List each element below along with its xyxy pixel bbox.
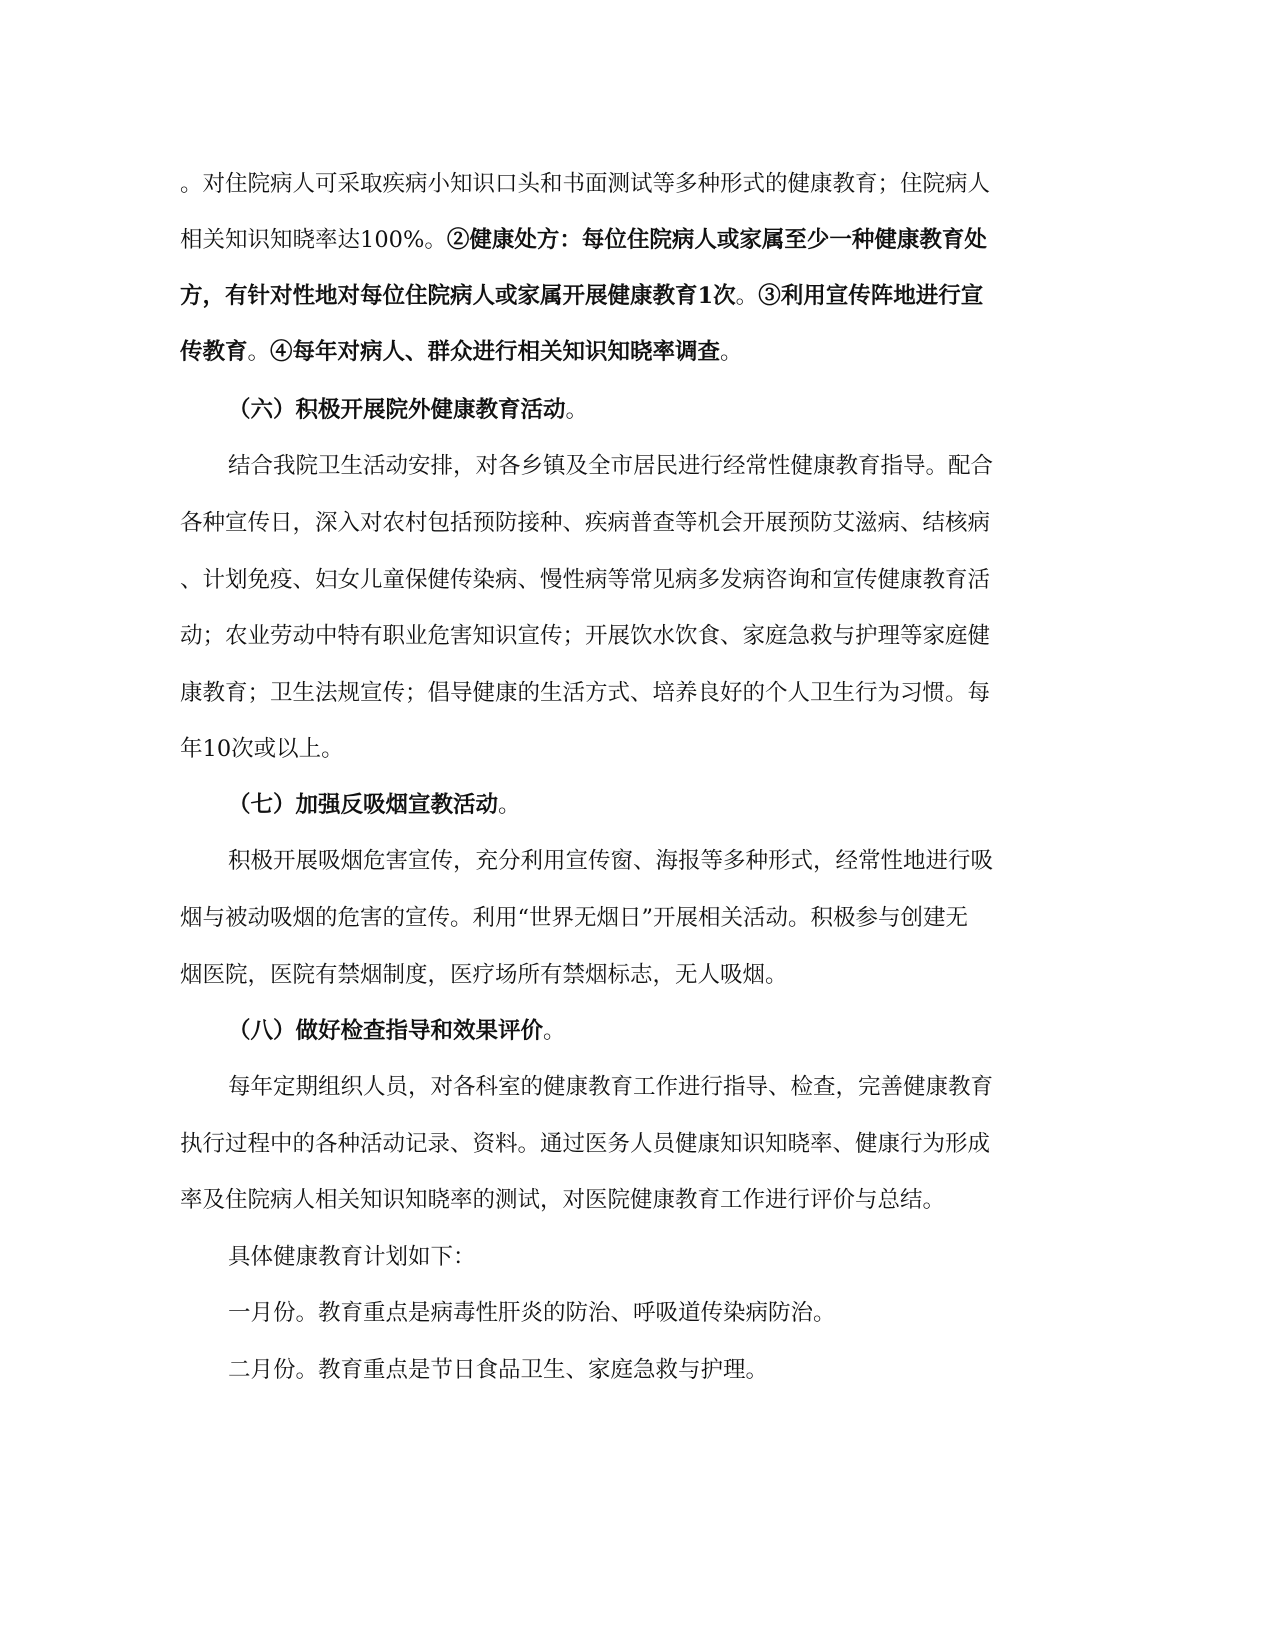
text-line (0, 276, 1275, 316)
heading-punct: 。 (543, 1018, 566, 1044)
heading-title: （六）积极开展院外健康教育活动 (228, 397, 566, 423)
paragraph-text: 执行过程中的各种活动记录、资料。通过医务人员健康知识知晓率、健康行为形成 (180, 1131, 991, 1157)
paragraph-text-plain: 。 (247, 339, 271, 365)
text-line (0, 332, 1275, 372)
text-line (0, 503, 1275, 543)
text-line (0, 1067, 1275, 1107)
section-heading-text (228, 1011, 566, 1051)
text-line (0, 729, 1275, 769)
paragraph-text-bold: ②健康处方：每位住院病人或家属至少一种健康教育处 (446, 227, 987, 253)
paragraph-text-bold: ③利用宣传阵地进行宣 (758, 283, 984, 309)
paragraph-text: 结合我院卫生活动安排，对各乡镇及全市居民进行经常性健康教育指导。配合 (228, 453, 994, 479)
text-line (0, 1350, 1275, 1390)
paragraph-text (180, 332, 743, 372)
heading-title: （八）做好检查指导和效果评价 (228, 1018, 544, 1044)
text-line (0, 1180, 1275, 1220)
paragraph-text: 、计划免疫、妇女儿童保健传染病、慢性病等常见病多发病咨询和宣传健康教育活 (180, 567, 991, 593)
paragraph-text-plain: 。 (735, 283, 759, 309)
text-line (0, 1124, 1275, 1164)
paragraph-text: 年10次或以上。 (180, 736, 344, 762)
paragraph-text: 动；农业劳动中特有职业危害知识宣传；开展饮水饮食、家庭急救与护理等家庭健 (180, 623, 991, 649)
section-heading-text (228, 390, 588, 430)
plan-item-february: 二月份。教育重点是节日食品卫生、家庭急救与护理。 (228, 1357, 769, 1383)
text-line (0, 616, 1275, 656)
text-line (0, 560, 1275, 600)
paragraph-text: 烟与被动吸烟的危害的宣传。利用“世界无烟日”开展相关活动。积极参与创建无 (180, 905, 969, 931)
text-line (0, 898, 1275, 938)
section-heading (0, 785, 1275, 825)
text-line (0, 220, 1275, 260)
paragraph-text: 烟医院，医院有禁烟制度，医疗场所有禁烟标志，无人吸烟。 (180, 962, 788, 988)
paragraph-text-plain: 。 (720, 339, 743, 365)
text-line (0, 446, 1275, 486)
text-line (0, 673, 1275, 713)
text-line (0, 164, 1275, 204)
paragraph-text: 康教育；卫生法规宣传；倡导健康的生活方式、培养良好的个人卫生行为习惯。每 (180, 680, 991, 706)
paragraph-text: 。对住院病人可采取疾病小知识口头和书面测试等多种形式的健康教育；住院病人 (180, 171, 991, 197)
plan-item-january: 一月份。教育重点是病毒性肝炎的防治、呼吸道传染病防治。 (228, 1300, 836, 1326)
text-line (0, 1237, 1275, 1277)
plan-intro: 具体健康教育计划如下： (228, 1244, 476, 1270)
text-line (0, 955, 1275, 995)
heading-punct: 。 (565, 397, 589, 423)
paragraph-text-bold: 方，有针对性地对每位住院病人或家属开展健康教育1次 (180, 283, 736, 309)
section-heading (0, 1011, 1275, 1051)
text-line (0, 841, 1275, 881)
paragraph-text (180, 220, 987, 260)
paragraph-text (180, 276, 983, 316)
paragraph-text: 各种宣传日，深入对农村包括预防接种、疾病普查等机会开展预防艾滋病、结核病 (180, 510, 991, 536)
paragraph-text: 每年定期组织人员，对各科室的健康教育工作进行指导、检查，完善健康教育 (228, 1074, 994, 1100)
paragraph-text-bold: ④每年对病人、群众进行相关知识知晓率调查 (270, 339, 721, 365)
section-heading (0, 390, 1275, 430)
heading-punct: 。 (498, 792, 521, 818)
paragraph-text: 积极开展吸烟危害宣传，充分利用宣传窗、海报等多种形式，经常性地进行吸 (228, 848, 994, 874)
paragraph-text: 率及住院病人相关知识知晓率的测试，对医院健康教育工作进行评价与总结。 (180, 1187, 946, 1213)
section-heading-text (228, 785, 521, 825)
paragraph-text-plain: 相关知识知晓率达100%。 (180, 227, 447, 253)
heading-title: （七）加强反吸烟宣教活动 (228, 792, 499, 818)
paragraph-text-bold: 传教育 (180, 339, 248, 365)
text-line (0, 1293, 1275, 1333)
